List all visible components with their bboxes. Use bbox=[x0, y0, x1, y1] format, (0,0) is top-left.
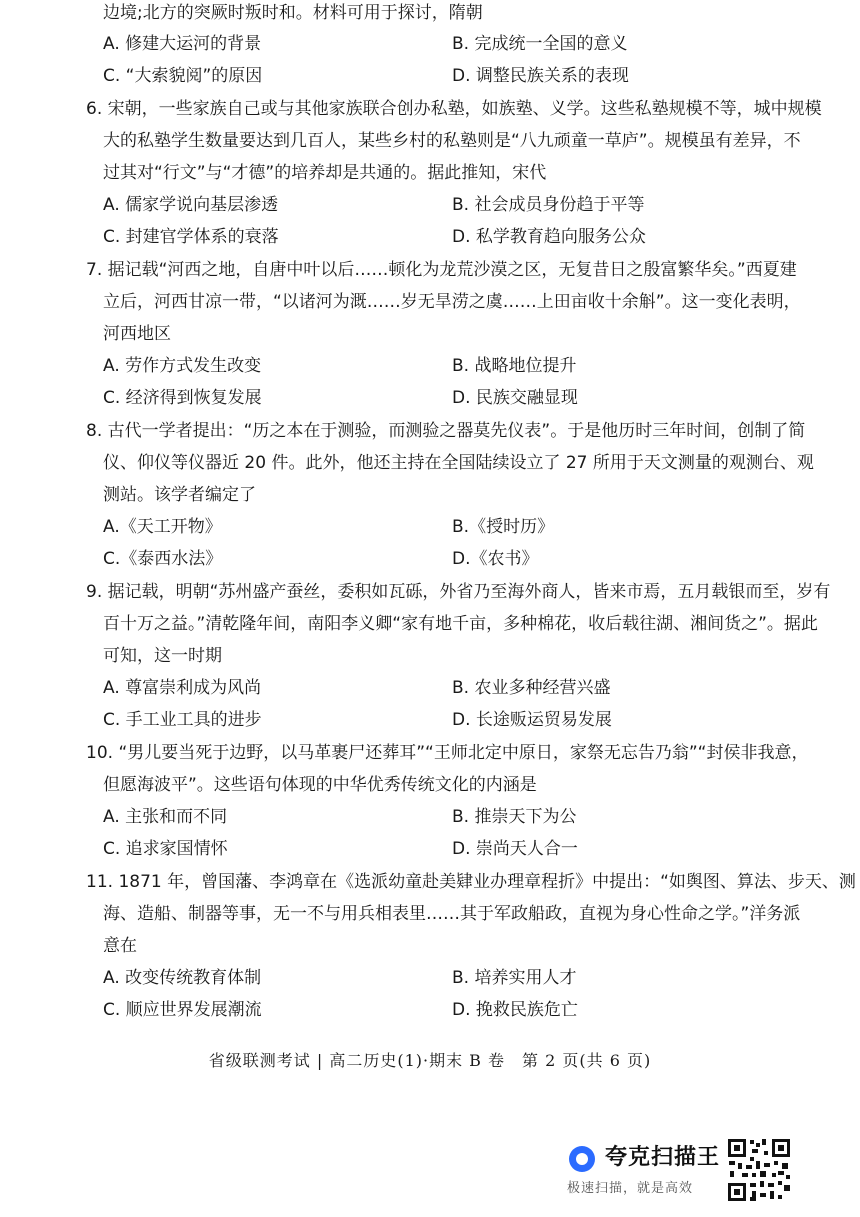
watermark-brand-name: 夸克扫描王 bbox=[605, 1145, 721, 1170]
q10-stem-line-1: 10. “男儿要当死于边野，以马革裹尸还葬耳”“王师北定中原日，家祭无忘告乃翁”“封侯非我意， bbox=[86, 743, 809, 763]
q6-option-c: C. 封建官学体系的衰落 bbox=[103, 227, 279, 247]
q8-stem-line-3: 测站。该学者编定了 bbox=[103, 485, 256, 505]
q11-option-a: A. 改变传统教育体制 bbox=[103, 968, 262, 988]
q8-option-b: B.《授时历》 bbox=[452, 517, 555, 537]
q6-stem-line-3: 过其对“行文”与“才德”的培养却是共通的。据此推知，宋代 bbox=[103, 163, 547, 183]
q5-stem-tail: 边境;北方的突厥时叛时和。材料可用于探讨，隋朝 bbox=[103, 3, 483, 23]
q10-option-d: D. 崇尚天人合一 bbox=[452, 839, 578, 859]
q10-stem-line-2: 但愿海波平”。这些语句体现的中华优秀传统文化的内涵是 bbox=[103, 775, 537, 795]
q8-option-c: C.《泰西水法》 bbox=[103, 549, 223, 569]
q9-option-b: B. 农业多种经营兴盛 bbox=[452, 678, 611, 698]
q8-stem-line-2: 仪、仰仪等仪器近 20 件。此外，他还主持在全国陆续设立了 27 所用于天文测量的观测台、观 bbox=[103, 453, 814, 473]
page-footer: 省级联测考试 | 高二历史(1)·期末 B 卷 第 2 页(共 6 页) bbox=[208, 1051, 652, 1070]
q9-stem-line-1: 9. 据记载，明朝“苏州盛产蚕丝，委积如瓦砾，外省乃至海外商人，皆来市焉，五月载银而至，岁有 bbox=[86, 582, 831, 602]
q7-stem-line-1: 7. 据记载“河西之地，自唐中叶以后……顿化为龙荒沙漠之区，无复昔日之殷富繁华矣。”西夏建 bbox=[86, 260, 797, 280]
watermark-tagline: 极速扫描，就是高效 bbox=[567, 1181, 694, 1196]
q5-option-d: D. 调整民族关系的表现 bbox=[452, 66, 629, 86]
scanner-watermark bbox=[565, 1140, 725, 1200]
q8-option-d: D.《农书》 bbox=[452, 549, 539, 569]
q7-option-c: C. 经济得到恢复发展 bbox=[103, 388, 262, 408]
q9-option-c: C. 手工业工具的进步 bbox=[103, 710, 262, 730]
q11-stem-line-1: 11. 1871 年，曾国藩、李鸿章在《选派幼童赴美肄业办理章程折》中提出：“如舆图、算法、步天、测 bbox=[86, 872, 856, 892]
q11-option-d: D. 挽救民族危亡 bbox=[452, 1000, 578, 1020]
q5-option-b: B. 完成统一全国的意义 bbox=[452, 34, 628, 54]
q8-option-a: A.《天工开物》 bbox=[103, 517, 222, 537]
q10-option-b: B. 推崇天下为公 bbox=[452, 807, 577, 827]
q6-stem-line-2: 大的私塾学生数量要达到几百人，某些乡村的私塾则是“八九顽童一草庐”。规模虽有差异，不 bbox=[103, 131, 801, 151]
qr-code-icon bbox=[726, 1137, 792, 1203]
q5-option-a: A. 修建大运河的背景 bbox=[103, 34, 262, 54]
q7-option-a: A. 劳作方式发生改变 bbox=[103, 356, 262, 376]
q7-option-b: B. 战略地位提升 bbox=[452, 356, 577, 376]
q11-option-c: C. 顺应世界发展潮流 bbox=[103, 1000, 262, 1020]
q9-option-a: A. 尊富崇利成为风尚 bbox=[103, 678, 262, 698]
q5-option-c: C. “大索貌阅”的原因 bbox=[103, 66, 263, 86]
q6-stem-line-1: 6. 宋朝，一些家族自己或与其他家族联合创办私塾，如族塾、义学。这些私塾规模不等，城中规模 bbox=[86, 99, 822, 119]
q7-stem-line-3: 河西地区 bbox=[103, 324, 171, 344]
q11-option-b: B. 培养实用人才 bbox=[452, 968, 577, 988]
quark-logo-icon bbox=[569, 1146, 595, 1172]
q9-stem-line-3: 可知，这一时期 bbox=[103, 646, 222, 666]
q11-stem-line-2: 海、造船、制器等事，无一不与用兵相表里……其于军政船政，直视为身心性命之学。”洋务派 bbox=[103, 904, 801, 924]
q11-stem-line-3: 意在 bbox=[103, 936, 137, 956]
q10-option-c: C. 追求家国情怀 bbox=[103, 839, 228, 859]
q6-option-b: B. 社会成员身份趋于平等 bbox=[452, 195, 645, 215]
q6-option-d: D. 私学教育趋向服务公众 bbox=[452, 227, 646, 247]
q9-stem-line-2: 百十万之益。”清乾隆年间，南阳李义卿“家有地千亩，多种棉花，收后载往湖、湘间货之”。据此 bbox=[103, 614, 818, 634]
q10-option-a: A. 主张和而不同 bbox=[103, 807, 228, 827]
q7-stem-line-2: 立后，河西甘凉一带，“以诸河为溉……岁无旱涝之虞……上田亩收十余斛”。这一变化表明， bbox=[103, 292, 801, 312]
q7-option-d: D. 民族交融显现 bbox=[452, 388, 578, 408]
q9-option-d: D. 长途贩运贸易发展 bbox=[452, 710, 612, 730]
q8-stem-line-1: 8. 古代一学者提出：“历之本在于测验，而测验之器莫先仪表”。于是他历时三年时间，创制了简 bbox=[86, 421, 806, 441]
q6-option-a: A. 儒家学说向基层渗透 bbox=[103, 195, 279, 215]
